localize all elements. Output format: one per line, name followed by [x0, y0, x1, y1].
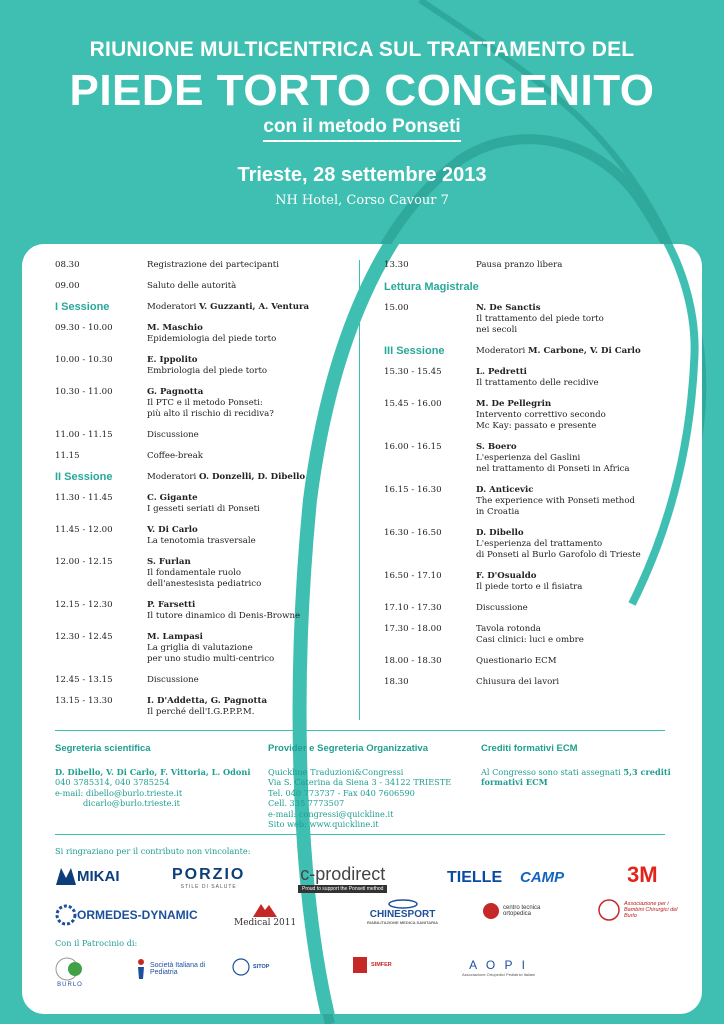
event-top-title: RIUNIONE MULTICENTRICA SUL TRATTAMENTO DEL	[89, 38, 635, 61]
talk-title-line: La tenotomia trasversale	[147, 536, 256, 546]
chinesport-logo	[367, 899, 438, 925]
program-details	[147, 387, 335, 420]
session-row	[55, 302, 335, 313]
program-details	[476, 442, 674, 475]
associazione-text: Associazione per i Bambini Chirurgici del Burlo	[624, 901, 678, 919]
talk-title-line: Tavola rotonda	[476, 624, 541, 634]
speaker-name: S. Furlan	[147, 557, 191, 567]
time-slot: 15.30 - 15.45	[384, 367, 442, 377]
talk-title-line: Registrazione dei partecipanti	[147, 260, 279, 270]
segreteria-names: D. Dibello, V. Di Carlo, F. Vittoria, L. Odoni	[55, 766, 251, 777]
program-details	[476, 656, 674, 667]
ring-icon	[597, 898, 621, 922]
simfer-logo	[352, 956, 392, 974]
mikai-text: MIKAI	[77, 867, 120, 885]
porzio-logo	[172, 866, 245, 890]
program-details	[476, 677, 674, 688]
talk-title-line: Chiusura dei lavori	[476, 677, 560, 687]
cprodirect-logo	[298, 864, 387, 893]
simfer-text: SIMFER	[371, 962, 392, 968]
program-row	[55, 355, 335, 377]
burlo-text: BURLO	[57, 982, 83, 988]
program-details	[476, 571, 674, 593]
program-details	[147, 323, 335, 345]
talk-title-line: L'esperienza del Gaslini	[476, 453, 581, 463]
moderator-prefix: Moderatori	[147, 302, 200, 312]
talk-title-line: La griglia di valutazione	[147, 643, 253, 653]
program-row	[384, 528, 674, 561]
medical-logo	[234, 902, 296, 928]
talk-title-line: Il piede torto e il fisiatra	[476, 582, 583, 592]
time-slot: 11.00 - 11.15	[55, 430, 113, 440]
program-row	[55, 493, 335, 515]
program-row	[384, 624, 674, 646]
figure-icon	[352, 956, 368, 974]
associazione-logo	[597, 898, 684, 922]
program-details	[147, 430, 335, 441]
talk-title-line: Discussione	[147, 430, 199, 440]
program-details	[147, 696, 335, 718]
program-row	[384, 260, 674, 271]
program-row	[55, 430, 335, 441]
provider-line: e-mail: congressi@quickline.it	[268, 808, 394, 819]
medical-text: Medical 2011	[234, 918, 297, 928]
sip-text: Società Italiana di Pediatria	[150, 962, 206, 976]
porzio-text: PORZIO	[172, 866, 246, 883]
program-row	[384, 485, 674, 518]
talk-title-line: in Croatia	[476, 507, 520, 517]
program-row	[55, 525, 335, 547]
program-details	[147, 451, 335, 462]
program-details	[147, 493, 335, 515]
moderator-prefix: Moderatori	[147, 472, 200, 482]
talk-title-line: Saluto delle autorità	[147, 281, 237, 291]
time-slot: 13.30	[384, 260, 409, 270]
program-details	[147, 260, 335, 271]
time-slot: 17.10 - 17.30	[384, 603, 442, 613]
program-left-column	[55, 260, 335, 728]
time-slot: 16.15 - 16.30	[384, 485, 442, 495]
talk-title-line: Il trattamento delle recidive	[476, 378, 599, 388]
program-details	[476, 399, 674, 432]
talk-title-line: nei secoli	[476, 325, 518, 335]
talk-title-line: Mc Kay: passato e presente	[476, 421, 597, 431]
program-details	[147, 525, 335, 547]
talk-title-line: Discussione	[476, 603, 528, 613]
chinesport-tagline: RIABILITAZIONE MEDICA SANITARIA	[367, 920, 439, 925]
ormedes-text: ORMEDES-DYNAMIC	[77, 908, 198, 922]
burlo-logo	[55, 956, 85, 988]
talk-title-line: Pausa pranzo libera	[476, 260, 563, 270]
talk-title-line: Epidemiologia del piede torto	[147, 334, 277, 344]
session-label: III Sessione	[384, 345, 445, 357]
provider-line: Quickline Traduzioni&Congressi	[268, 766, 404, 777]
centro-logo	[482, 902, 553, 920]
speaker-name: M. Lampasi	[147, 632, 203, 642]
program-row	[384, 303, 674, 336]
program-details	[476, 603, 674, 614]
program-row	[384, 571, 674, 593]
talk-title-line: Il trattamento del piede torto	[476, 314, 604, 324]
talk-title-line: Discussione	[147, 675, 199, 685]
program-details	[147, 600, 335, 622]
speaker-name: N. De Sanctis	[476, 303, 541, 313]
cprodirect-tagline: Proud to support the Ponseti method	[298, 885, 387, 893]
time-slot: 12.00 - 12.15	[55, 557, 113, 567]
3m-text: 3M	[627, 862, 658, 887]
segreteria-title: Segreteria scientifica	[55, 743, 151, 754]
speaker-name: M. De Pellegrin	[476, 399, 552, 409]
moderator-names: M. Carbone, V. Di Carlo	[528, 346, 641, 356]
program-row	[384, 367, 674, 389]
sip-logo	[135, 958, 210, 980]
mountain-icon	[252, 902, 278, 918]
time-slot: 16.50 - 17.10	[384, 571, 442, 581]
time-slot: 15.00	[384, 303, 409, 313]
provider-line: Tel. 040 773737 - Fax 040 7606590	[268, 787, 415, 798]
patrocinio-text: Con il Patrocinio di:	[55, 938, 138, 948]
program-details	[147, 355, 335, 377]
speaker-name: I. D'Addetta, G. Pagnotta	[147, 696, 268, 706]
seal-icon	[232, 958, 250, 976]
speaker-name: D. Anticevic	[476, 485, 534, 495]
sitop-logo	[232, 958, 269, 976]
time-slot: 18.00 - 18.30	[384, 656, 442, 666]
program-row	[55, 260, 335, 271]
program-row	[384, 399, 674, 432]
program-row	[384, 603, 674, 614]
provider-info	[268, 744, 468, 830]
event-date: Trieste, 28 settembre 2013	[237, 164, 487, 186]
provider-line: Cell. 335 7773507	[268, 798, 345, 808]
time-slot: 16.00 - 16.15	[384, 442, 442, 452]
program-details	[147, 302, 335, 313]
time-slot: 11.45 - 12.00	[55, 525, 113, 535]
tielle-logo	[447, 869, 502, 887]
ormedes-logo	[55, 904, 198, 926]
camp-logo	[520, 869, 564, 886]
segreteria-phone: 040 3785314, 040 3785254	[55, 777, 170, 787]
program-row	[55, 600, 335, 622]
speaker-name: S. Boero	[476, 442, 517, 452]
divider-bottom	[55, 834, 665, 835]
crediti-title: Crediti formativi ECM	[481, 743, 578, 754]
aopi-logo	[462, 958, 535, 977]
time-slot: 11.30 - 11.45	[55, 493, 113, 503]
program-row	[384, 677, 674, 688]
session-row	[384, 346, 674, 357]
speaker-name: L. Pedretti	[476, 367, 527, 377]
thanks-text: Si ringraziano per il contributo non vincolante:	[55, 846, 251, 856]
crediti-ecm	[481, 744, 671, 788]
talk-title-line: L'esperienza del trattamento	[476, 539, 603, 549]
talk-title-line: nel trattamento di Ponseti in Africa	[476, 464, 630, 474]
mikai-mark-icon	[55, 866, 77, 886]
time-slot: 09.00	[55, 281, 80, 291]
speaker-name: F. D'Osualdo	[476, 571, 537, 581]
speaker-name: V. Di Carlo	[147, 525, 198, 535]
talk-title-line: per uno studio multi-centrico	[147, 654, 275, 664]
program-details	[147, 675, 335, 686]
speaker-name: D. Dibello	[476, 528, 524, 538]
crediti-text-bold: 5,3 crediti formativi ECM	[481, 766, 671, 787]
program-row	[384, 442, 674, 475]
talk-title-line: di Ponseti al Burlo Garofolo di Trieste	[476, 550, 641, 560]
centro-text: centro tecnica ortopedica	[503, 905, 541, 917]
event-subtitle: con il metodo Ponseti	[263, 116, 460, 142]
globe-icon	[388, 899, 418, 909]
time-slot: 15.45 - 16.00	[384, 399, 442, 409]
provider-line: Sito web: www.quickline.it	[268, 819, 379, 829]
program-details	[476, 485, 674, 518]
speaker-name: E. Ippolito	[147, 355, 198, 365]
talk-title-line: Questionario ECM	[476, 656, 557, 666]
program-row	[384, 656, 674, 667]
child-figure-icon	[135, 958, 147, 980]
time-slot: 09.30 - 10.00	[55, 323, 113, 333]
time-slot: 16.30 - 16.50	[384, 528, 442, 538]
aopi-tagline: Associazione Ortopedici Pediatrici Italiani	[462, 972, 536, 977]
crediti-text	[481, 767, 671, 788]
program-details	[476, 346, 674, 357]
crediti-text-plain: Al Congresso sono stati assegnati	[481, 766, 624, 777]
camp-text: CAMP	[520, 869, 565, 886]
speaker-name: C. Gigante	[147, 493, 198, 503]
time-slot: 12.30 - 12.45	[55, 632, 113, 642]
talk-title-line: I gesseti seriati di Ponseti	[147, 504, 260, 514]
program-row	[55, 696, 335, 718]
program-row	[55, 632, 335, 665]
speaker-name: M. Maschio	[147, 323, 203, 333]
program-details	[476, 367, 674, 389]
tielle-text: TIELLE	[447, 869, 503, 886]
time-slot: 10.00 - 10.30	[55, 355, 113, 365]
program-row	[55, 675, 335, 686]
segreteria-email1: e-mail: dibello@burlo.trieste.it	[55, 787, 183, 798]
time-slot: 17.30 - 18.00	[384, 624, 442, 634]
segreteria-scientifica	[55, 744, 255, 809]
talk-title-line: Coffee-break	[147, 451, 203, 461]
moderator-prefix: Moderatori	[476, 346, 529, 356]
moderator-names: O. Donzelli, D. Dibello	[199, 472, 306, 482]
header	[0, 38, 724, 208]
aopi-text: A O P I	[469, 958, 528, 972]
talk-title-line: dell'anestesista pediatrico	[147, 579, 262, 589]
gear-icon	[55, 904, 77, 926]
time-slot: 18.30	[384, 677, 409, 687]
talk-title-line: Embriologia del piede torto	[147, 366, 268, 376]
talk-title-line: Intervento correttivo secondo	[476, 410, 606, 420]
session-row	[55, 472, 335, 483]
talk-title-line: Il tutore dinamico di Denis-Browne	[147, 611, 301, 621]
cprodirect-text: c-prodirect	[300, 864, 386, 884]
talk-title-line: Il perché dell'I.G.P.P.P.M.	[147, 707, 255, 717]
circle-mark-icon	[482, 902, 500, 920]
program-details	[476, 528, 674, 561]
time-slot: 13.15 - 13.30	[55, 696, 113, 706]
talk-title-line: The experience with Ponseti method	[476, 496, 636, 506]
time-slot: 10.30 - 11.00	[55, 387, 113, 397]
time-slot: 12.45 - 13.15	[55, 675, 113, 685]
moderator-names: V. Guzzanti, A. Ventura	[199, 302, 310, 312]
program-details	[476, 260, 674, 271]
column-divider	[359, 260, 360, 720]
program-card	[22, 244, 702, 1014]
3m-logo	[627, 862, 658, 888]
program-row	[55, 323, 335, 345]
event-venue: NH Hotel, Corso Cavour 7	[275, 193, 449, 208]
program-row	[55, 451, 335, 462]
talk-title-line: Casi clinici: luci e ombre	[476, 635, 584, 645]
program-row	[55, 557, 335, 590]
time-slot: 12.15 - 12.30	[55, 600, 113, 610]
event-main-title: PIEDE TORTO CONGENITO	[69, 66, 655, 115]
session-label: I Sessione	[55, 301, 110, 313]
section-heading: Lettura Magistrale	[384, 281, 479, 293]
segreteria-email2: dicarlo@burlo.trieste.it	[83, 798, 180, 808]
talk-title-line: più alto il rischio di recidiva?	[147, 409, 274, 419]
provider-line: Via S. Caterina da Siena 3 - 34122 TRIESTE	[268, 777, 452, 787]
program-details	[147, 472, 335, 483]
talk-title-line: Il fondamentale ruolo	[147, 568, 242, 578]
program-details	[476, 303, 674, 336]
program-details	[476, 624, 674, 646]
time-slot: 11.15	[55, 451, 80, 461]
mikai-logo	[55, 866, 120, 886]
program-details	[147, 281, 335, 292]
sitop-text: SITOP	[253, 964, 270, 970]
talk-title-line: Il PTC e il metodo Ponseti:	[147, 398, 263, 408]
program-right-column	[384, 260, 674, 698]
session-label: II Sessione	[55, 471, 113, 483]
program-details	[147, 557, 335, 590]
speaker-name: P. Farsetti	[147, 600, 196, 610]
burlo-circles-icon	[55, 956, 85, 982]
porzio-tagline: STILE DI SALUTE	[180, 884, 237, 890]
program-row	[55, 281, 335, 292]
time-slot: 08.30	[55, 260, 80, 270]
program-row	[55, 387, 335, 420]
provider-title: Provider e Segreteria Organizzativa	[268, 743, 428, 754]
divider-top	[55, 730, 665, 731]
chinesport-text: CHINESPORT	[369, 909, 436, 920]
speaker-name: G. Pagnotta	[147, 387, 204, 397]
program-details	[147, 632, 335, 665]
